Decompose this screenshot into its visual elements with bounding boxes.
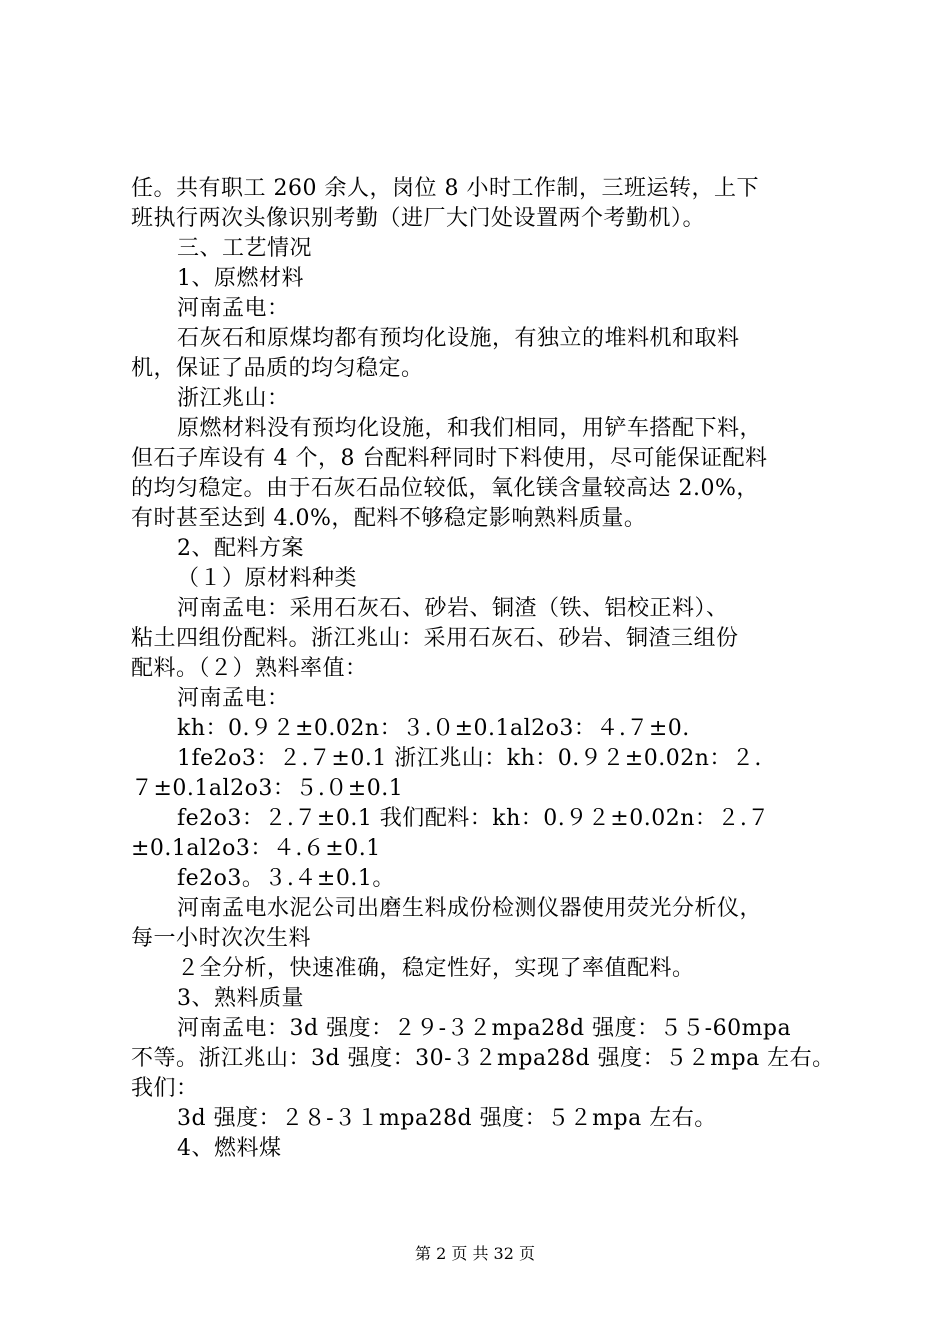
subsection-heading: 1、原燃材料 [177, 266, 304, 291]
text-line: 河南孟电：采用石灰石、砂岩、铜渣（铁、铝校正料）、 [177, 596, 729, 621]
text-line: 不等。浙江兆山：3d 强度：30-３２mpa28d 强度：５２mpa 左右。 [131, 1046, 835, 1071]
section-heading: 三、工艺情况 [177, 236, 313, 261]
subsection-heading: 3、熟料质量 [177, 986, 304, 1011]
text-line: 浙江兆山： [177, 386, 290, 411]
text-line: ±0.1al2o3：４.６±0.1 [131, 836, 381, 861]
page-number-footer: 第 2 页 共 32 页 [415, 1244, 535, 1263]
subsection-heading: （１）原材料种类 [177, 566, 358, 591]
text-line: 3d 强度：２８-３１mpa28d 强度：５２mpa 左右。 [177, 1106, 717, 1131]
text-line: ７±0.1al2o3：５.０±0.1 [131, 776, 404, 801]
text-line: 班执行两次头像识别考勤（进厂大门处设置两个考勤机）。 [131, 206, 706, 231]
text-line: fe2o3：２.７±0.1 我们配料：kh：0.９２±0.02n：２.７ [177, 806, 770, 831]
subsection-heading: 4、燃料煤 [177, 1136, 282, 1161]
text-line: 机，保证了品质的均匀稳定。 [131, 356, 424, 381]
text-line: 石灰石和原煤均都有预均化设施，有独立的堆料机和取料 [177, 326, 740, 351]
text-line: 任。共有职工 260 余人，岗位 8 小时工作制，三班运转，上下 [131, 176, 759, 201]
text-line: 河南孟电： [177, 296, 290, 321]
text-line: 我们： [131, 1076, 199, 1101]
document-body [131, 174, 835, 1164]
text-line: 但石子库设有 4 个，8 台配料秤同时下料使用，尽可能保证配料 [131, 446, 768, 471]
text-line: 河南孟电水泥公司出磨生料成份检测仪器使用荧光分析仪， [177, 896, 763, 921]
text-line: 的均匀稳定。由于石灰石品位较低，氧化镁含量较高达 2.0%， [131, 476, 759, 501]
subsection-heading: 2、配料方案 [177, 536, 304, 561]
text-line: 原燃材料没有预均化设施，和我们相同，用铲车搭配下料， [177, 416, 763, 441]
text-line: 河南孟电： [177, 686, 290, 711]
text-line: kh：0.９２±0.02n：３.０±0.1al2o3：４.７±0. [177, 716, 690, 741]
text-line: 1fe2o3：２.７±0.1 浙江兆山：kh：0.９２±0.02n：２. [177, 746, 762, 771]
text-line: fe2o3。３.４±0.1。 [177, 866, 395, 891]
text-line: 河南孟电：3d 强度：２９-３２mpa28d 强度：５５-60mpa [177, 1016, 792, 1041]
text-line: 配料。（２）熟料率值： [131, 656, 368, 681]
text-line: 粘土四组份配料。浙江兆山：采用石灰石、砂岩、铜渣三组份 [131, 626, 739, 651]
text-line: ２全分析，快速准确，稳定性好，实现了率值配料。 [177, 956, 695, 981]
text-line: 有时甚至达到 4.0%，配料不够稳定影响熟料质量。 [131, 506, 647, 531]
text-line: 每一小时次次生料 [131, 926, 312, 951]
